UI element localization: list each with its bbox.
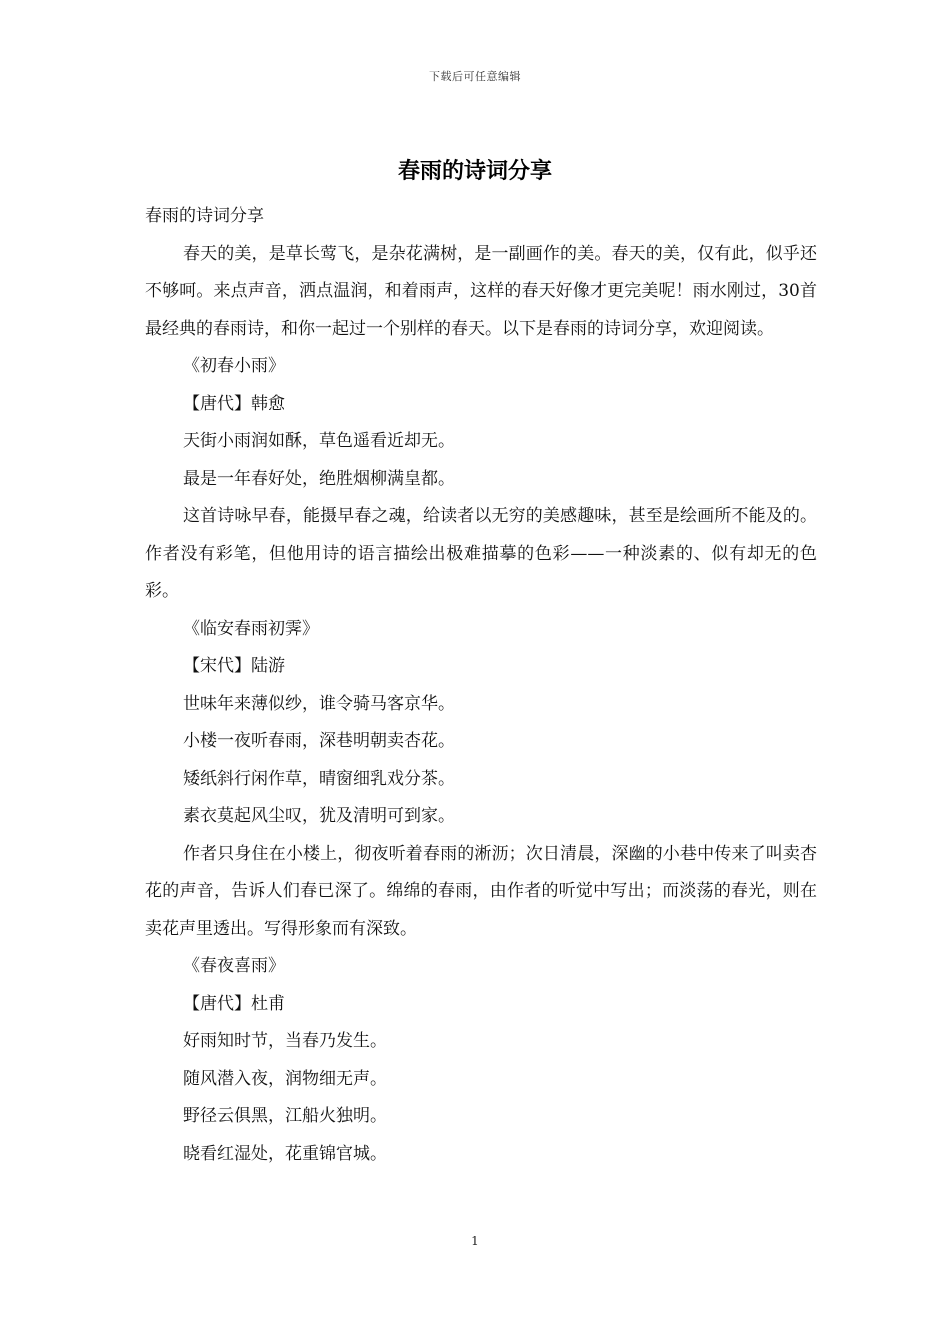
poem-commentary: 作者只身住在小楼上，彻夜听着春雨的淅沥；次日清晨，深幽的小巷中传来了叫卖杏花的声音，告诉人们春已深了。绵绵的春雨，由作者的听觉中写出；而淡荡的春光，则在卖花声里透出。写得形象而有深致。 xyxy=(145,843,817,939)
document-title: 春雨的诗词分享 xyxy=(397,158,552,184)
page-number: 1 xyxy=(471,1234,479,1248)
poem-line: 素衣莫起风尘叹，犹及清明可到家。 xyxy=(183,806,455,826)
poem-author: 【唐代】韩愈 xyxy=(183,393,285,414)
page-header-note: 下载后可任意编辑 xyxy=(429,70,521,83)
poem-author: 【唐代】杜甫 xyxy=(183,993,285,1014)
document-subtitle: 春雨的诗词分享 xyxy=(145,206,264,226)
poem-line: 世味年来薄似纱，谁令骑马客京华。 xyxy=(183,693,455,714)
poem-author: 【宋代】陆游 xyxy=(183,656,285,676)
poem-line: 矮纸斜行闲作草，晴窗细乳戏分茶。 xyxy=(183,768,455,789)
intro-paragraph: 春天的美，是草长莺飞，是杂花满树，是一副画作的美。春天的美，仅有此，似乎还不够呵。来点声音，洒点温润，和着雨声，这样的春天好像才更完美呢！雨水刚过，30首最经典的春雨诗，和你一起过一个别样的春天。以下是春雨的诗词分享，欢迎阅读。 xyxy=(145,243,817,339)
document-body xyxy=(145,198,817,1173)
poem-line: 晓看红湿处，花重锦官城。 xyxy=(183,1143,387,1164)
poem-line: 好雨知时节，当春乃发生。 xyxy=(183,1031,387,1051)
poem-line: 小楼一夜听春雨，深巷明朝卖杏花。 xyxy=(183,731,455,751)
poem-commentary: 这首诗咏早春，能摄早春之魂，给读者以无穷的美感趣味，甚至是绘画所不能及的。作者没有彩笔，但他用诗的语言描绘出极难描摹的色彩——一种淡素的、似有却无的色彩。 xyxy=(145,506,817,601)
poem-line: 野径云俱黑，江船火独明。 xyxy=(183,1106,387,1126)
poem-line: 随风潜入夜，润物细无声。 xyxy=(183,1068,387,1089)
poem-title: 《临安春雨初霁》 xyxy=(183,618,319,639)
poem-title: 《春夜喜雨》 xyxy=(183,956,285,976)
poem-line: 天街小雨润如酥，草色遥看近却无。 xyxy=(183,431,455,451)
poem-line: 最是一年春好处，绝胜烟柳满皇都。 xyxy=(183,468,455,489)
poem-title: 《初春小雨》 xyxy=(183,356,285,376)
